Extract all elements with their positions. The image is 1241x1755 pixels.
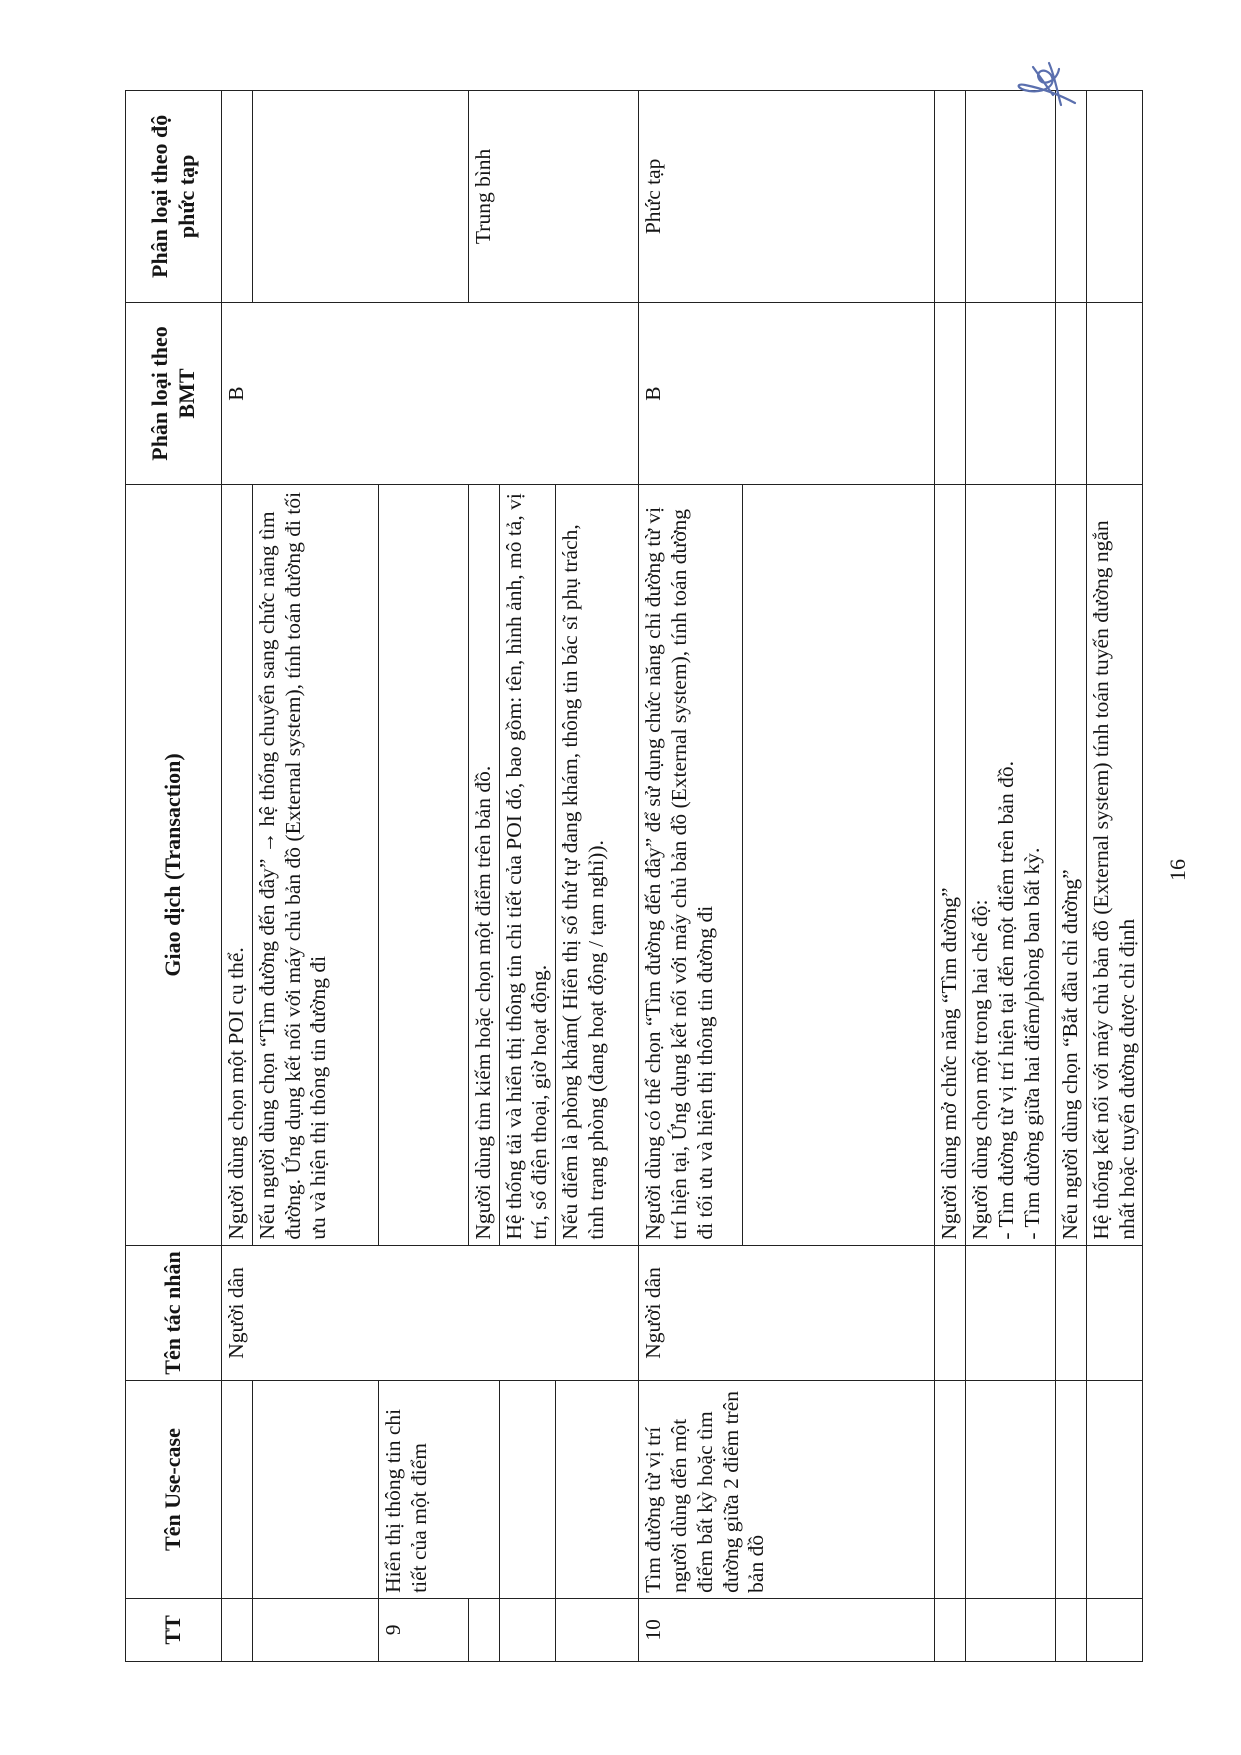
table-row <box>222 91 253 1662</box>
uc10-transaction-blank <box>743 485 935 1245</box>
uc10-complexity: Phức tạp <box>639 91 935 303</box>
uc10-transaction-2-option-a: - Tìm đường từ vị trí hiện tại đến một điểm trên bản đồ. <box>993 761 1018 1240</box>
table-row <box>965 91 1055 1662</box>
uc9-tt-cell <box>222 1598 253 1661</box>
table-row <box>1055 91 1086 1662</box>
uc9-actor: Người dân <box>222 1245 639 1381</box>
uc9-tt: 9 <box>378 1598 468 1661</box>
uc9-complexity: Trung bình <box>468 91 638 303</box>
header-complexity: Phân loại theo độ phức tạp <box>126 91 222 303</box>
uc9-complexity-upper <box>252 91 468 303</box>
uc9-transaction-4: Hệ thống tải và hiển thị thông tin chi tiết của POI đó, bao gồm: tên, hình ảnh, mô tả, vị trí, số điện thoại, giờ hoạt động. <box>499 485 556 1245</box>
uc10-bmt: B <box>639 302 935 484</box>
uc10-transaction-2 <box>965 485 1055 1245</box>
uc10-transaction-1: Người dùng mở chức năng “Tìm đường” <box>935 485 966 1245</box>
uc9-transaction-blank <box>378 485 468 1245</box>
uc9-transaction-2: Nếu người dùng chọn “Tìm đường đến đây” → hệ thống chuyển sang chức năng tìm đường. Ứng dụng kết nối với máy chủ bản đồ (External system), tính toán đường đi tối ưu và hiện thị thông tin đường đi <box>252 485 378 1245</box>
signature-icon <box>1005 55 1085 115</box>
uc9-complexity-top <box>222 91 253 303</box>
uc10-transaction-4: Hệ thống kết nối với máy chủ bản đồ (External system) tính toán tuyến đường ngắn nhất hoặc tuyến đường được chỉ định <box>1086 485 1143 1245</box>
uc10-name: Tìm đường từ vị trí người dùng đến một điểm bất kỳ hoặc tìm đường giữa 2 điểm trên bản đồ <box>639 1381 935 1599</box>
uc10-actor: Người dân <box>639 1245 935 1381</box>
uc9-transaction-1: Người dùng chọn một POI cụ thể. <box>222 485 253 1245</box>
usecase-table <box>125 90 1143 1662</box>
uc9-transaction-5: Nếu điểm là phòng khám( Hiển thị số thứ tự đang khám, thông tin bác sĩ phụ trách, tình trạng phòng (đang hoạt động / tạm nghỉ)). <box>556 485 639 1245</box>
table-row <box>639 91 743 1662</box>
header-row <box>126 91 222 1662</box>
uc9-transaction-6: Người dùng có thể chọn “Tìm đường đến đây” để sử dụng chức năng chỉ đường từ vị trí hiện tại, Ứng dụng kết nối với máy chủ bản đồ (External system), tính toán đường đi tối ưu và hiện thị thông tin đường đi <box>639 485 743 1245</box>
uc9-transaction-3: Người dùng tìm kiếm hoặc chọn một điểm trên bản đồ. <box>468 485 499 1245</box>
uc10-transaction-2-line: Người dùng chọn một trong hai chế độ: <box>967 899 992 1240</box>
header-transaction: Giao dịch (Transaction) <box>126 485 222 1245</box>
uc9-bmt: B <box>222 302 639 484</box>
uc10-transaction-2-option-b: - Tìm đường giữa hai điểm/phòng ban bất kỳ. <box>1019 847 1044 1240</box>
header-usecase: Tên Use-case <box>126 1381 222 1599</box>
header-tt: TT <box>126 1598 222 1661</box>
header-actor: Tên tác nhân <box>126 1245 222 1381</box>
uc9-name: Hiển thị thông tin chi tiết của một điểm <box>378 1381 499 1599</box>
uc10-tt: 10 <box>639 1598 935 1661</box>
uc10-transaction-3: Nếu người dùng chọn “Bắt đầu chỉ đường” <box>1055 485 1086 1245</box>
uc9-name-cell <box>222 1381 253 1599</box>
header-bmt: Phân loại theo BMT <box>126 302 222 484</box>
table-row <box>935 91 966 1662</box>
page-number: 16 <box>1165 859 1190 881</box>
table-row <box>1086 91 1143 1662</box>
